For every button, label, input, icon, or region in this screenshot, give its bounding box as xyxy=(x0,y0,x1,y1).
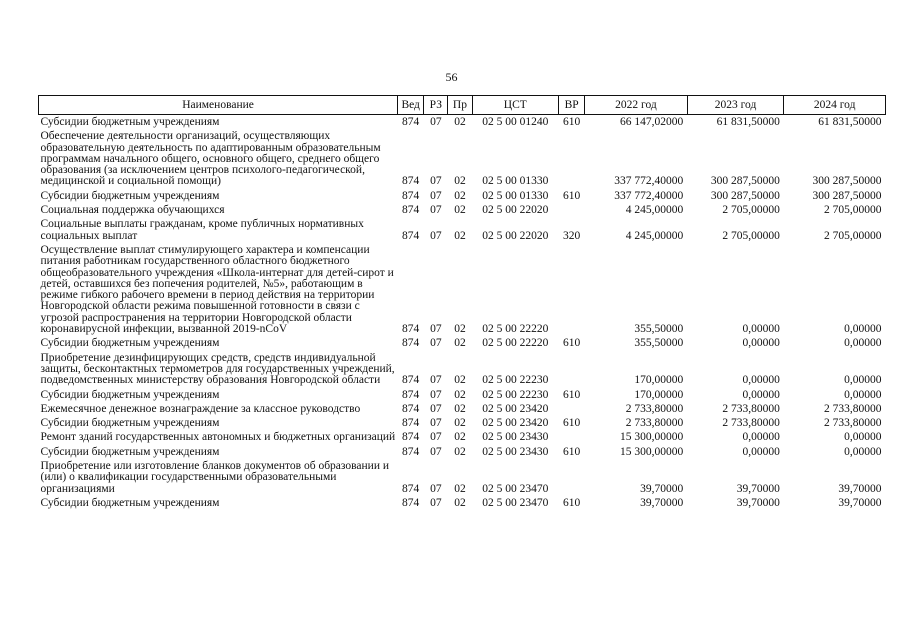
cell-name: Приобретение или изготовление бланков документов об образовании и (или) о квалификации государственными образовательными организациями xyxy=(40,460,390,495)
budget-table xyxy=(38,95,886,510)
cell-cst: 02 5 00 22220 xyxy=(482,323,549,336)
table-row xyxy=(39,129,886,188)
cell-2023: 0,00000 xyxy=(742,445,780,458)
cell-ved: 874 xyxy=(402,388,420,401)
cell-2023: 0,00000 xyxy=(742,337,780,350)
table-row xyxy=(39,217,886,243)
cell-2022: 15 300,00000 xyxy=(620,431,684,444)
cell-2024: 2 705,00000 xyxy=(824,204,882,217)
header-pr: Пр xyxy=(448,96,472,115)
cell-2024: 2 733,80000 xyxy=(824,417,882,430)
cell-2022: 355,50000 xyxy=(634,323,684,336)
cell-ved: 874 xyxy=(402,374,420,387)
cell-name: Осуществление выплат стимулирующего характера и компенсации питания работникам государственного областного бюджетного общеобразовательного учреждения «Школа-интернат для детей-сирот и детей, оставшихся без попечения родителей, №5», работающим в режиме гибкого рабочего времени в период действия на территории Новгородской области режима повышенной готовности в связи с угрозой распространения на территории Новгородской области коронавирусной инфекции, вызванной 2019-nCoV xyxy=(40,243,394,336)
cell-2024: 0,00000 xyxy=(844,445,882,458)
cell-rz: 07 xyxy=(430,175,442,188)
cell-2024: 0,00000 xyxy=(844,388,882,401)
header-2022: 2022 год xyxy=(585,96,688,115)
cell-rz: 07 xyxy=(430,229,442,242)
cell-pr: 02 xyxy=(454,388,466,401)
cell-2023: 39,70000 xyxy=(736,496,780,509)
header-cst: ЦСТ xyxy=(472,96,559,115)
cell-2024: 300 287,50000 xyxy=(812,175,882,188)
cell-2023: 300 287,50000 xyxy=(710,175,780,188)
header-vr: ВР xyxy=(559,96,585,115)
cell-vr xyxy=(559,129,585,188)
cell-2024: 0,00000 xyxy=(844,323,882,336)
header-rz: РЗ xyxy=(424,96,448,115)
cell-ved: 874 xyxy=(402,175,420,188)
cell-ved: 874 xyxy=(402,337,420,350)
cell-rz: 07 xyxy=(430,496,442,509)
cell-vr: 610 xyxy=(562,388,581,401)
cell-ved: 874 xyxy=(402,189,420,202)
cell-pr: 02 xyxy=(454,496,466,509)
cell-ved: 874 xyxy=(402,496,420,509)
cell-2023: 39,70000 xyxy=(736,482,780,495)
cell-2024: 61 831,50000 xyxy=(818,116,882,128)
header-name: Наименование xyxy=(39,96,398,115)
cell-name: Субсидии бюджетным учреждениям xyxy=(40,388,220,401)
cell-cst: 02 5 00 01240 xyxy=(482,116,549,128)
cell-2024: 0,00000 xyxy=(844,431,882,444)
cell-ved: 874 xyxy=(402,229,420,242)
table-row xyxy=(39,430,886,444)
cell-cst: 02 5 00 01330 xyxy=(482,189,549,202)
table-row xyxy=(39,203,886,217)
cell-pr: 02 xyxy=(454,431,466,444)
table-row xyxy=(39,388,886,402)
cell-pr: 02 xyxy=(454,445,466,458)
cell-2024: 39,70000 xyxy=(838,482,882,495)
cell-name: Субсидии бюджетным учреждениям xyxy=(40,445,220,458)
cell-name: Субсидии бюджетным учреждениям xyxy=(40,496,220,509)
cell-ved: 874 xyxy=(402,445,420,458)
table-row xyxy=(39,243,886,336)
table-row xyxy=(39,336,886,350)
cell-2024: 300 287,50000 xyxy=(812,189,882,202)
cell-vr xyxy=(559,203,585,217)
cell-rz: 07 xyxy=(430,431,442,444)
cell-name: Субсидии бюджетным учреждениям xyxy=(40,116,220,128)
cell-rz: 07 xyxy=(430,417,442,430)
cell-cst: 02 5 00 01330 xyxy=(482,175,549,188)
cell-cst: 02 5 00 22020 xyxy=(482,229,549,242)
cell-pr: 02 xyxy=(454,417,466,430)
cell-2022: 337 772,40000 xyxy=(614,189,684,202)
cell-ved: 874 xyxy=(402,402,420,415)
table-row xyxy=(39,445,886,459)
table-row xyxy=(39,459,886,496)
table-row xyxy=(39,416,886,430)
cell-rz: 07 xyxy=(430,374,442,387)
cell-2023: 0,00000 xyxy=(742,323,780,336)
cell-2022: 170,00000 xyxy=(634,374,684,387)
cell-vr: 610 xyxy=(562,417,581,430)
cell-vr: 610 xyxy=(562,496,581,509)
cell-ved: 874 xyxy=(402,417,420,430)
cell-ved: 874 xyxy=(402,204,420,217)
cell-cst: 02 5 00 23430 xyxy=(482,445,549,458)
cell-rz: 07 xyxy=(430,402,442,415)
cell-vr xyxy=(559,243,585,336)
cell-name: Приобретение дезинфицирующих средств, средств индивидуальной защиты, бесконтактных термометров для государственных учреждений, подведомственных министерству образования Новгородской области xyxy=(40,351,395,387)
cell-vr xyxy=(559,351,585,388)
cell-rz: 07 xyxy=(430,116,442,128)
cell-vr xyxy=(559,430,585,444)
cell-2023: 0,00000 xyxy=(742,431,780,444)
cell-cst: 02 5 00 22220 xyxy=(482,337,549,350)
cell-2023: 0,00000 xyxy=(742,388,780,401)
cell-cst: 02 5 00 23470 xyxy=(482,496,549,509)
cell-pr: 02 xyxy=(454,323,466,336)
cell-2022: 39,70000 xyxy=(640,482,684,495)
cell-vr: 610 xyxy=(562,337,581,350)
cell-2023: 2 705,00000 xyxy=(722,204,780,217)
cell-name: Ремонт зданий государственных автономных и бюджетных организаций xyxy=(40,431,396,444)
cell-cst: 02 5 00 23430 xyxy=(482,431,549,444)
cell-pr: 02 xyxy=(454,337,466,350)
table-header xyxy=(39,96,886,115)
cell-vr: 610 xyxy=(562,189,581,202)
header-ved: Вед xyxy=(398,96,424,115)
cell-name: Обеспечение деятельности организаций, осуществляющих образовательную деятельность по адаптированным образовательным программам начального общего, основного общего, среднего общего образования (за исключением центров психолого-педагогической, медицинской и социальной помощи) xyxy=(40,130,381,188)
cell-2023: 0,00000 xyxy=(742,374,780,387)
cell-2024: 0,00000 xyxy=(844,337,882,350)
cell-cst: 02 5 00 22020 xyxy=(482,204,549,217)
cell-2024: 2 705,00000 xyxy=(824,229,882,242)
cell-name: Социальная поддержка обучающихся xyxy=(40,204,225,217)
cell-pr: 02 xyxy=(454,116,466,128)
cell-2023: 61 831,50000 xyxy=(716,116,780,128)
header-row xyxy=(39,96,886,115)
cell-vr: 610 xyxy=(562,445,581,458)
cell-name: Субсидии бюджетным учреждениям xyxy=(40,189,220,202)
cell-cst: 02 5 00 23420 xyxy=(482,402,549,415)
cell-2022: 15 300,00000 xyxy=(620,445,684,458)
cell-rz: 07 xyxy=(430,337,442,350)
cell-2023: 2 705,00000 xyxy=(722,229,780,242)
cell-cst: 02 5 00 22230 xyxy=(482,374,549,387)
cell-cst: 02 5 00 22230 xyxy=(482,388,549,401)
cell-vr: 610 xyxy=(562,116,581,128)
header-2023: 2023 год xyxy=(687,96,784,115)
table-row xyxy=(39,496,886,510)
table-row xyxy=(39,115,886,130)
cell-name: Ежемесячное денежное вознаграждение за классное руководство xyxy=(40,402,361,415)
cell-pr: 02 xyxy=(454,482,466,495)
cell-2024: 39,70000 xyxy=(838,496,882,509)
cell-vr xyxy=(559,402,585,416)
cell-ved: 874 xyxy=(402,323,420,336)
cell-2023: 2 733,80000 xyxy=(722,402,780,415)
cell-pr: 02 xyxy=(454,229,466,242)
cell-pr: 02 xyxy=(454,175,466,188)
cell-2022: 66 147,02000 xyxy=(620,116,684,128)
cell-rz: 07 xyxy=(430,388,442,401)
cell-2022: 355,50000 xyxy=(634,337,684,350)
cell-rz: 07 xyxy=(430,189,442,202)
cell-rz: 07 xyxy=(430,204,442,217)
cell-pr: 02 xyxy=(454,189,466,202)
cell-2022: 4 245,00000 xyxy=(625,204,684,217)
cell-vr: 320 xyxy=(562,229,581,242)
cell-name: Субсидии бюджетным учреждениям xyxy=(40,337,220,350)
cell-rz: 07 xyxy=(430,482,442,495)
cell-rz: 07 xyxy=(430,445,442,458)
cell-cst: 02 5 00 23420 xyxy=(482,417,549,430)
cell-2023: 2 733,80000 xyxy=(722,417,780,430)
cell-pr: 02 xyxy=(454,204,466,217)
cell-2024: 0,00000 xyxy=(844,374,882,387)
cell-2022: 39,70000 xyxy=(640,496,684,509)
cell-pr: 02 xyxy=(454,374,466,387)
cell-2023: 300 287,50000 xyxy=(710,189,780,202)
cell-2024: 2 733,80000 xyxy=(824,402,882,415)
cell-2022: 4 245,00000 xyxy=(625,229,684,242)
cell-cst: 02 5 00 23470 xyxy=(482,482,549,495)
cell-name: Субсидии бюджетным учреждениям xyxy=(40,417,220,430)
cell-2022: 2 733,80000 xyxy=(625,402,684,415)
page-number: 56 xyxy=(445,70,458,84)
table-row xyxy=(39,351,886,388)
cell-2022: 337 772,40000 xyxy=(614,175,684,188)
cell-ved: 874 xyxy=(402,116,420,128)
table-body xyxy=(39,115,886,511)
header-2024: 2024 год xyxy=(784,96,886,115)
cell-2022: 170,00000 xyxy=(634,388,684,401)
cell-2022: 2 733,80000 xyxy=(625,417,684,430)
table-row xyxy=(39,402,886,416)
cell-ved: 874 xyxy=(402,431,420,444)
cell-pr: 02 xyxy=(454,402,466,415)
cell-rz: 07 xyxy=(430,323,442,336)
cell-ved: 874 xyxy=(402,482,420,495)
cell-vr xyxy=(559,459,585,496)
cell-name: Социальные выплаты гражданам, кроме публичных нормативных социальных выплат xyxy=(40,218,364,242)
table-row xyxy=(39,189,886,203)
